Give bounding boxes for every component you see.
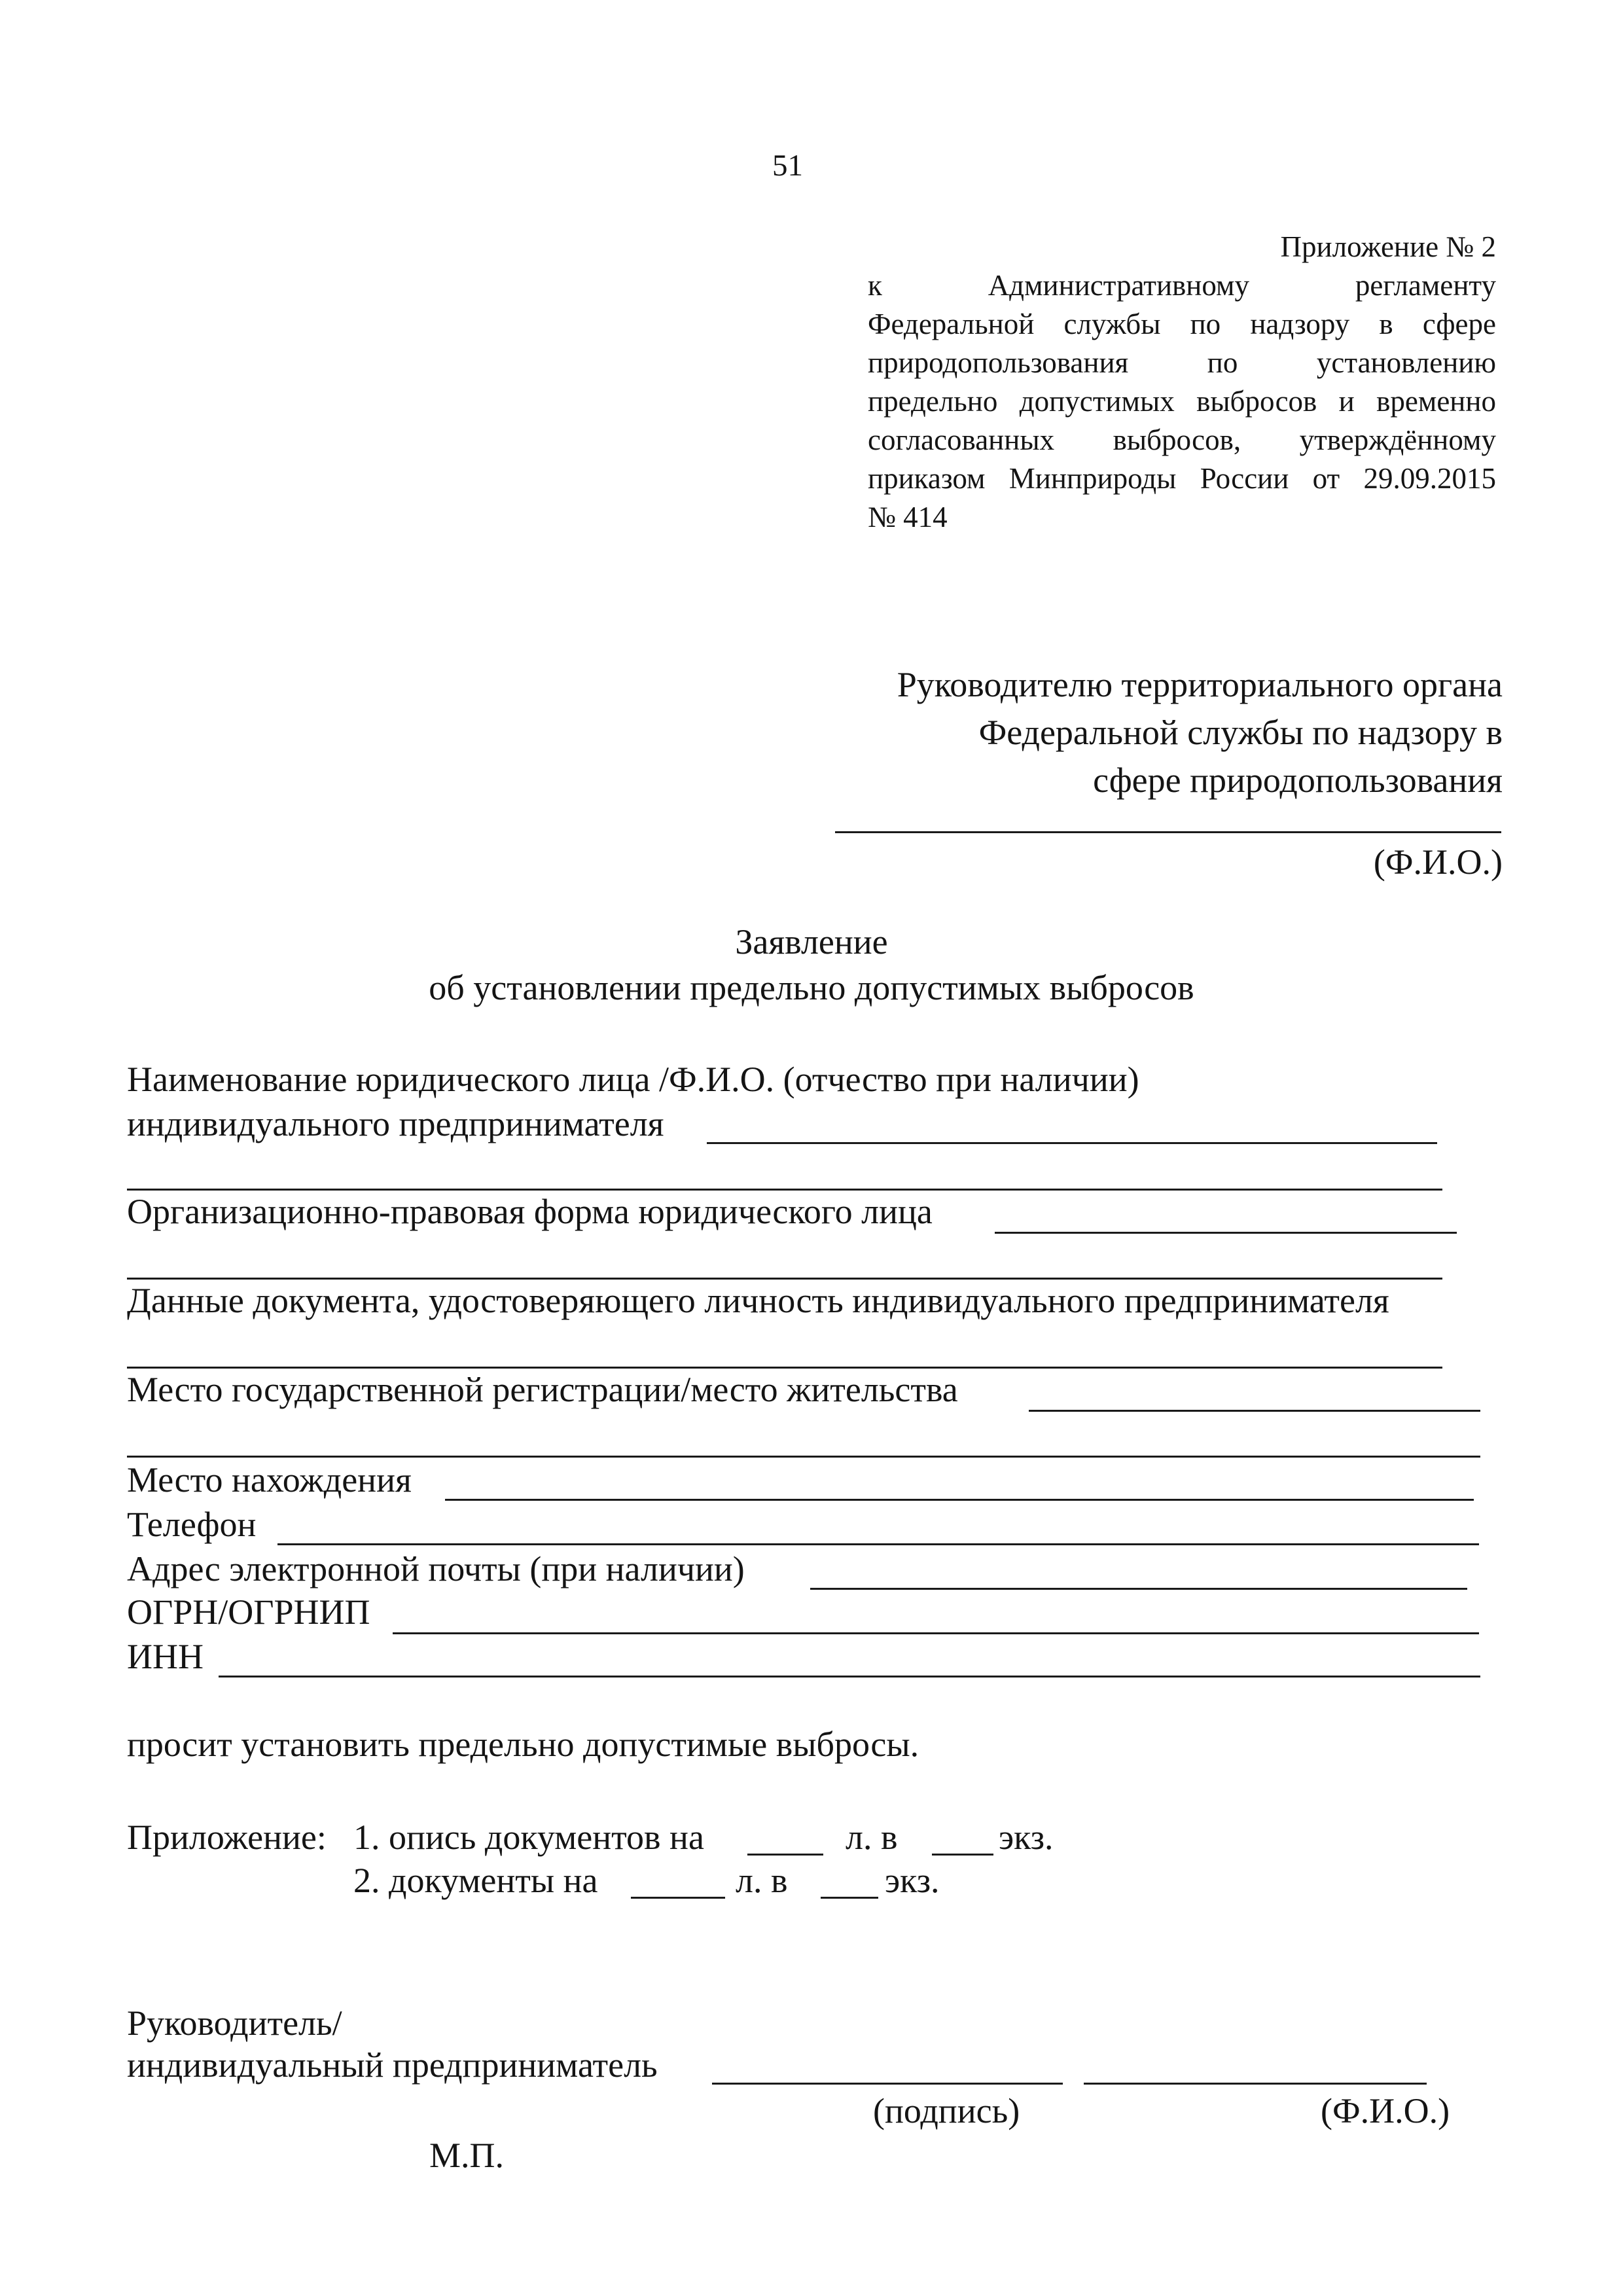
signer-fio-label: (Ф.И.О.) — [1321, 2091, 1450, 2130]
document-title: Заявление — [735, 922, 888, 961]
inn-blank[interactable] — [219, 1676, 1480, 1677]
registration-place-blank-1[interactable] — [1029, 1410, 1480, 1412]
appendix-order-number: № 414 — [868, 501, 948, 533]
appendix-word: временно — [1376, 385, 1496, 418]
addressee-block — [897, 661, 1503, 804]
attachment-2-text: 2. документы на — [353, 1861, 598, 1900]
addressee-fio-label: (Ф.И.О.) — [1373, 842, 1503, 882]
appendix-word: выбросов — [1196, 385, 1317, 418]
phone-label: Телефон — [127, 1505, 257, 1544]
addressee-line-1: Руководителю территориального органа — [897, 665, 1503, 704]
appendix-word: надзору — [1250, 308, 1350, 340]
appendix-word: сфере — [1422, 308, 1496, 340]
attachment-2-copies-blank[interactable] — [821, 1897, 878, 1899]
appendix-word: Минприроды — [1008, 462, 1177, 495]
attachments-label: Приложение: — [127, 1818, 327, 1857]
location-blank[interactable] — [445, 1499, 1474, 1501]
email-blank[interactable] — [810, 1588, 1467, 1590]
attachment-2-sheets-blank[interactable] — [631, 1897, 725, 1899]
appendix-word: по — [1207, 346, 1238, 379]
name-field-label-1: Наименование юридического лица /Ф.И.О. (отчество при наличии) — [127, 1060, 1139, 1099]
addressee-fio-blank[interactable] — [835, 831, 1501, 833]
appendix-line-5 — [868, 382, 1496, 421]
ogrn-blank[interactable] — [393, 1632, 1479, 1634]
attachment-2-copies-label: экз. — [885, 1861, 940, 1900]
appendix-line-3 — [868, 305, 1496, 344]
signer-title-2: индивидуальный предприниматель — [127, 2045, 658, 2085]
attachment-1-copies-label: экз. — [999, 1818, 1054, 1857]
legal-form-label: Организационно-правовая форма юридического лица — [127, 1192, 933, 1231]
signer-fio-blank[interactable] — [1084, 2083, 1427, 2085]
id-document-blank[interactable] — [127, 1367, 1442, 1369]
document-subtitle: об установлении предельно допустимых выбросов — [429, 968, 1194, 1007]
attachment-1-copies-blank[interactable] — [932, 1854, 993, 1856]
appendix-title: Приложение № 2 — [1280, 230, 1496, 263]
appendix-word: Федеральной — [868, 308, 1035, 340]
signer-title-1: Руководитель/ — [127, 2003, 342, 2043]
id-document-label: Данные документа, удостоверяющего личность индивидуального предпринимателя — [127, 1281, 1389, 1320]
attachment-1-text: 1. опись документов на — [353, 1818, 704, 1857]
legal-form-blank-2[interactable] — [127, 1278, 1442, 1280]
name-field-label-2: индивидуального предпринимателя — [127, 1104, 664, 1143]
attachment-1-sheets-label: л. в — [846, 1818, 898, 1857]
location-label: Место нахождения — [127, 1460, 412, 1499]
appendix-word: России — [1200, 462, 1289, 495]
registration-place-blank-2[interactable] — [127, 1456, 1480, 1458]
attachment-2-sheets-label: л. в — [736, 1861, 788, 1900]
ogrn-label: ОГРН/ОГРНИП — [127, 1592, 370, 1632]
appendix-word: выбросов, — [1113, 423, 1241, 456]
inn-label: ИНН — [127, 1637, 204, 1676]
appendix-word: и — [1338, 385, 1355, 418]
appendix-word: согласованных — [868, 423, 1055, 456]
appendix-word: установлению — [1316, 346, 1496, 379]
signature-blank[interactable] — [712, 2083, 1063, 2085]
appendix-word: регламенту — [1355, 269, 1496, 302]
appendix-word: природопользования — [868, 346, 1129, 379]
appendix-word: службы — [1063, 308, 1161, 340]
legal-form-blank-1[interactable] — [995, 1232, 1457, 1234]
email-label: Адрес электронной почты (при наличии) — [127, 1549, 745, 1588]
appendix-word: утверждённому — [1299, 423, 1496, 456]
signature-label: (подпись) — [873, 2091, 1020, 2130]
appendix-word: в — [1379, 308, 1393, 340]
addressee-line-2: Федеральной службы по надзору в — [978, 713, 1503, 752]
request-text: просит установить предельно допустимые выбросы. — [127, 1725, 919, 1764]
appendix-line-7 — [868, 459, 1496, 498]
attachment-1-sheets-blank[interactable] — [747, 1854, 823, 1856]
appendix-header — [868, 228, 1496, 537]
appendix-line-2 — [868, 266, 1496, 305]
appendix-word: по — [1190, 308, 1221, 340]
appendix-word: Административному — [988, 269, 1249, 302]
appendix-line-4 — [868, 344, 1496, 382]
appendix-word: к — [868, 269, 882, 302]
phone-blank[interactable] — [277, 1543, 1479, 1545]
page-number: 51 — [772, 149, 803, 183]
appendix-word: 29.09.2015 — [1363, 462, 1496, 495]
appendix-word: предельно — [868, 385, 998, 418]
appendix-line-6 — [868, 421, 1496, 459]
addressee-line-3: сфере природопользования — [1093, 761, 1503, 800]
appendix-word: от — [1312, 462, 1340, 495]
name-field-blank-2[interactable] — [127, 1189, 1442, 1191]
stamp-label: М.П. — [429, 2136, 505, 2175]
appendix-word: приказом — [868, 462, 986, 495]
name-field-blank-1[interactable] — [707, 1142, 1437, 1144]
registration-place-label: Место государственной регистрации/место жительства — [127, 1370, 958, 1409]
appendix-word: допустимых — [1019, 385, 1175, 418]
